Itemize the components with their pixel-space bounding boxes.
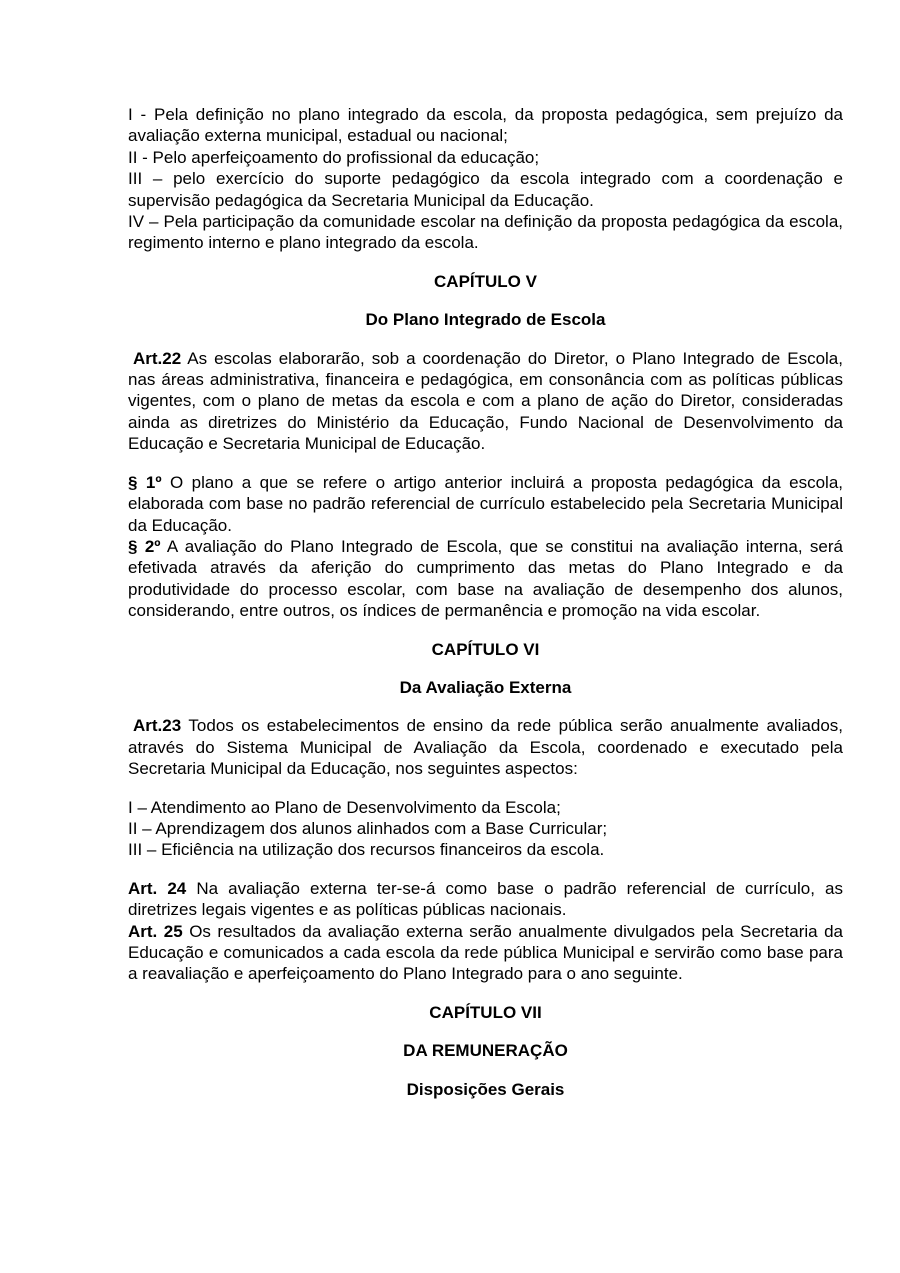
article-23-paragraph — [128, 715, 843, 779]
chapter-5-heading: CAPÍTULO V — [434, 271, 537, 291]
aspect-item-2: II – Aprendizagem dos alunos alinhados com a Base Curricular; — [128, 818, 608, 838]
paragraph-1-text: O plano a que se refere o artigo anterior incluirá a proposta pedagógica da escola, elaborada com base no padrão referencial de currículo estabelecido pela Secretaria Municipal da Educação. — [128, 472, 843, 535]
article-22-block — [128, 348, 843, 455]
intro-item-3: III – pelo exercício do suporte pedagógico da escola integrado com a coordenação e supervisão pedagógica da Secretaria Municipal da Educação. — [128, 169, 843, 210]
article-25-label: Art. 25 — [128, 921, 183, 941]
paragraph-2-item — [128, 536, 843, 622]
aspect-item-3: III – Eficiência na utilização dos recursos financeiros da escola. — [128, 840, 605, 860]
chapter-6-heading: CAPÍTULO VI — [431, 639, 540, 659]
paragraph-2-text: A avaliação do Plano Integrado de Escola, que se constitui na avaliação interna, será efetivada através da aferição do cumprimento das metas do Plano Integrado e da produtividade do processo escolar, com base na avaliação de desempenho dos alunos, considerando, entre outros, os índices de permanência e promoção na vida escolar. — [128, 536, 843, 621]
articles-24-25-block — [128, 878, 843, 985]
chapter-5-subheading: Do Plano Integrado de Escola — [365, 310, 606, 330]
chapter-7-subheading-2: Disposições Gerais — [406, 1079, 565, 1099]
article-23-label: Art.23 — [133, 716, 182, 736]
intro-item-4: IV – Pela participação da comunidade escolar na definição da proposta pedagógica da escola, regimento interno e plano integrado da escola. — [128, 212, 843, 253]
article-22-paragraph — [128, 348, 843, 455]
intro-items-block — [128, 104, 843, 254]
article-25-text: Os resultados da avaliação externa serão anualmente divulgados pela Secretaria da Educação e comunicados a cada escola da rede pública Municipal e servirão como base para a reavaliação e aperfeiçoamento do Plano Integrado para o ano seguinte. — [128, 921, 843, 984]
article-23-text: Todos os estabelecimentos de ensino da rede pública serão anualmente avaliados, através do Sistema Municipal de Avaliação da Escola, coordenado e executado pela Secretaria Municipal da Educação, nos seguintes aspectos: — [128, 716, 843, 779]
paragraph-1-item — [128, 472, 843, 536]
intro-item-2: II - Pelo aperfeiçoamento do profissional da educação; — [128, 147, 540, 167]
article-22-label: Art.22 — [133, 348, 182, 368]
intro-item-1: I - Pela definição no plano integrado da escola, da proposta pedagógica, sem prejuízo da avaliação externa municipal, estadual ou nacional; — [128, 105, 843, 146]
aspects-list-block — [128, 797, 843, 861]
chapter-6-subheading: Da Avaliação Externa — [399, 677, 572, 697]
article-24-paragraph — [128, 878, 843, 921]
paragraph-1-label: § 1º — [128, 472, 162, 492]
paragraph-2-label: § 2º — [128, 536, 161, 556]
article-24-text: Na avaliação externa ter-se-á como base o padrão referencial de currículo, as diretrizes legais vigentes e as políticas públicas nacionais. — [128, 878, 843, 920]
aspect-item-1: I – Atendimento ao Plano de Desenvolvimento da Escola; — [128, 797, 561, 817]
article-24-label: Art. 24 — [128, 878, 187, 898]
chapter-7-subheading: DA REMUNERAÇÃO — [403, 1041, 568, 1061]
article-22-text: As escolas elaborarão, sob a coordenação do Diretor, o Plano Integrado de Escola, nas áreas administrativa, financeira e pedagógica, em consonância com as políticas públicas vigentes, com o plano de metas da escola e com a plano de ação do Diretor, consideradas ainda as diretrizes do Ministério da Educação, Fundo Nacional de Desenvolvimento da Educação e Secretaria Municipal de Educação. — [128, 348, 843, 454]
article-23-block — [128, 715, 843, 779]
paragraphs-1-2-block — [128, 472, 843, 622]
article-25-paragraph — [128, 921, 843, 985]
chapter-7-heading: CAPÍTULO VII — [429, 1002, 542, 1022]
